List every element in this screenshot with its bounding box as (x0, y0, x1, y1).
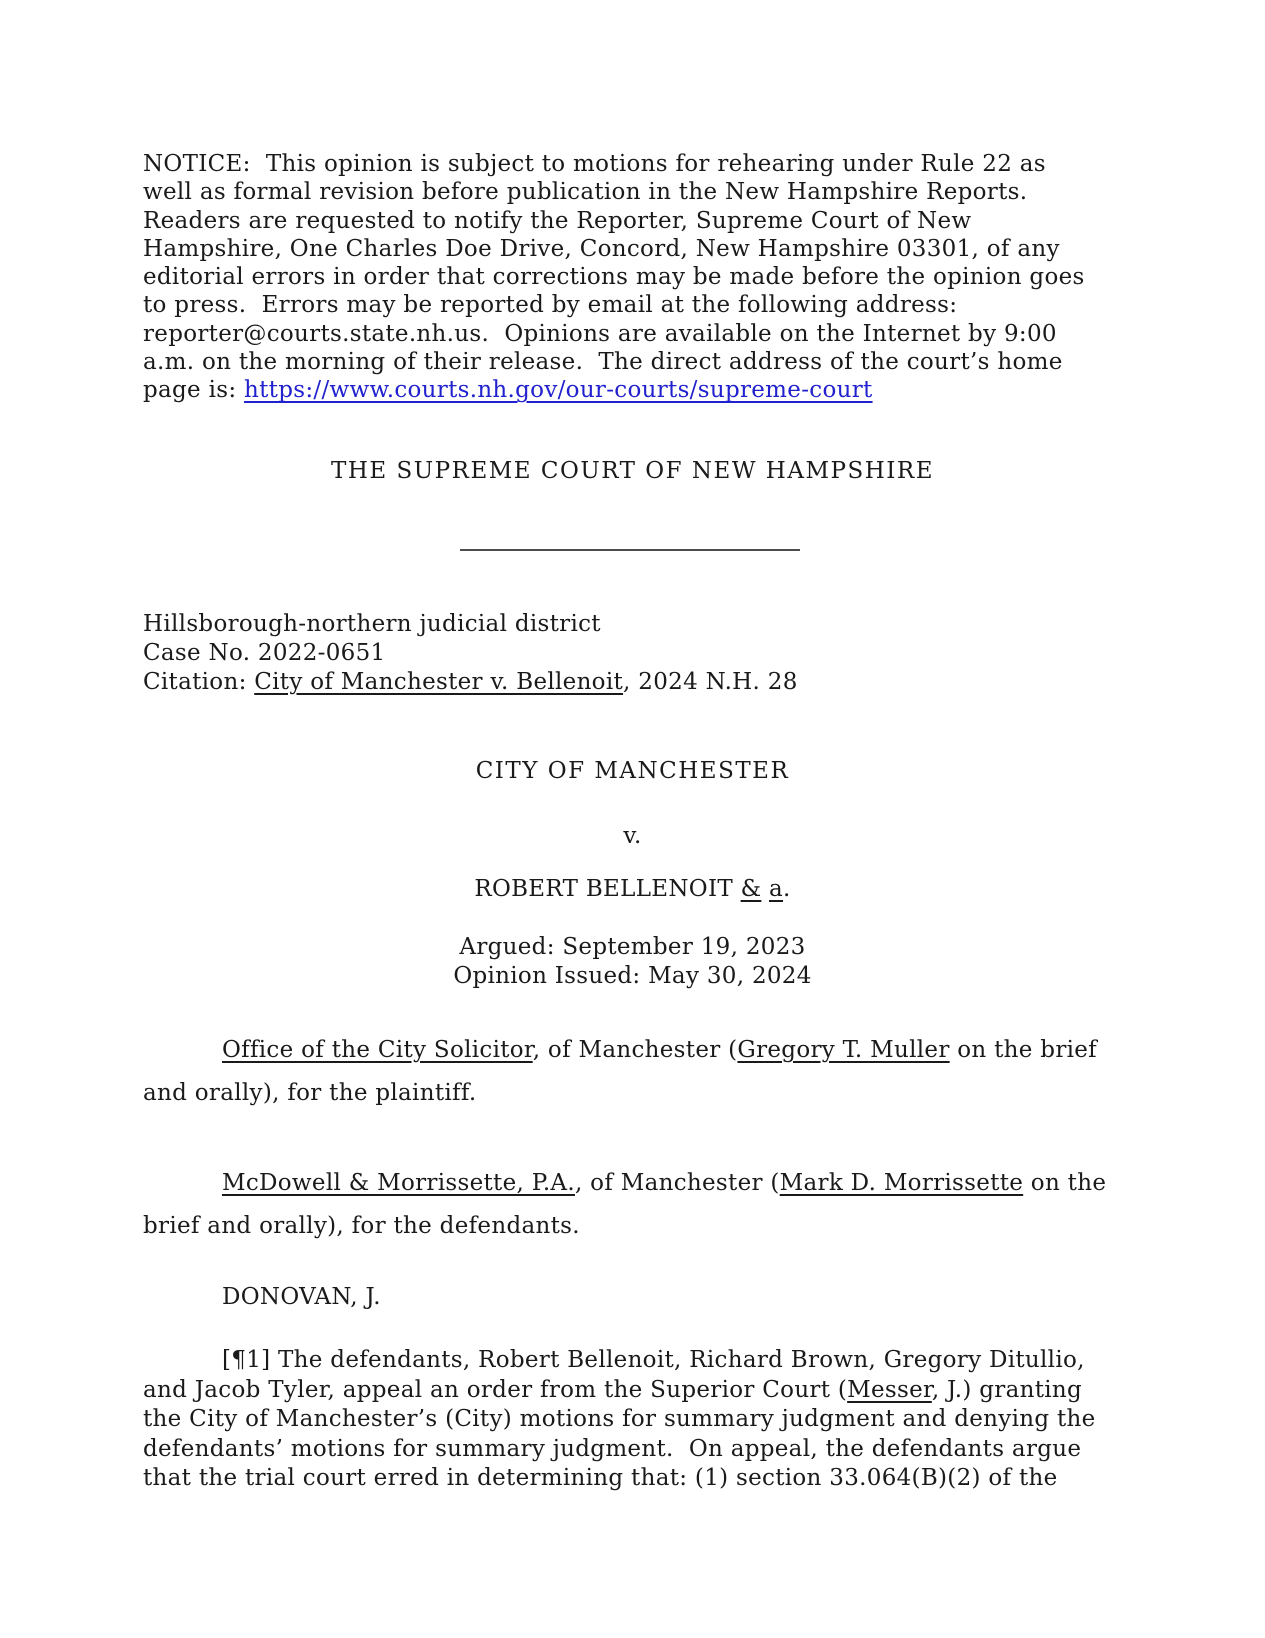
text-run: , J.) granting (931, 1376, 1083, 1403)
text-run: [¶1] The defendants, Robert Bellenoit, Richard Brown, Gregory Ditullio, (222, 1347, 1085, 1373)
text-run: on the (1023, 1170, 1107, 1196)
argued-date: Argued: September 19, 2023 (459, 934, 806, 960)
text-run: well as formal revision before publication in the New Hampshire Reports. (143, 179, 1028, 206)
supreme-court-link[interactable]: https://www.courts.nh.gov/our-courts/supreme-court (244, 377, 873, 404)
text-run: and Jacob Tyler, appeal an order from the Superior Court ( (143, 1376, 848, 1403)
case-info (143, 610, 798, 697)
text-run: and orally), for the plaintiff. (143, 1080, 477, 1106)
text-run: defendants’ motions for summary judgment. On appeal, the defendants argue (143, 1435, 1082, 1462)
text-run: , of Manchester ( (532, 1037, 738, 1063)
underlined-text: Messer (847, 1376, 932, 1403)
opinion-issued-date: Opinion Issued: May 30, 2024 (453, 963, 812, 989)
text-run: ROBERT BELLENOIT (474, 876, 741, 902)
judge-name: DONOVAN, J. (222, 1284, 381, 1310)
caption-versus: v. (623, 823, 642, 849)
text-run: Citation: (143, 669, 255, 695)
text-run: NOTICE: This opinion is subject to motions for rehearing under Rule 22 as (143, 151, 1046, 177)
underlined-text: Office of the City Solicitor (222, 1037, 533, 1063)
text-run: to press. Errors may be reported by email at the following address: (143, 292, 958, 319)
text-run (761, 876, 769, 902)
counsel-plaintiff-paragraph (143, 1029, 1097, 1115)
caption-plaintiff: CITY OF MANCHESTER (475, 758, 790, 784)
underlined-text: City of Manchester v. Bellenoit (254, 669, 624, 695)
text-run: page is: (143, 377, 245, 404)
text-run: brief and orally), for the defendants. (143, 1213, 580, 1239)
court-title: THE SUPREME COURT OF NEW HAMPSHIRE (331, 458, 934, 484)
text-run: Readers are requested to notify the Reporter, Supreme Court of New (143, 207, 972, 234)
notice-paragraph (143, 150, 1085, 405)
underlined-text: & (740, 876, 762, 902)
underlined-text: Mark D. Morrissette (779, 1170, 1024, 1196)
text-run: a.m. on the morning of their release. The direct address of the court’s home (143, 349, 1063, 376)
caption-defendant (0, 875, 1265, 903)
opinion-paragraph-1 (143, 1346, 1096, 1494)
text-run: editorial errors in order that corrections may be made before the opinion goes (143, 264, 1085, 291)
underlined-text: a (769, 876, 784, 902)
text-run: the City of Manchester’s (City) motions for summary judgment and denying the (143, 1406, 1096, 1432)
text-run: , of Manchester ( (574, 1170, 780, 1196)
text-run: , 2024 N.H. 28 (623, 669, 798, 695)
counsel-defendants-paragraph (143, 1162, 1106, 1248)
underlined-text: Gregory T. Muller (737, 1037, 950, 1063)
text-run: Hampshire, One Charles Doe Drive, Concord, New Hampshire 03301, of any (143, 235, 1060, 262)
text-run: Hillsborough-northern judicial district (143, 611, 601, 637)
text-run: reporter@courts.state.nh.us. Opinions are available on the Internet by 9:00 (143, 320, 1057, 347)
separator-rule (460, 549, 800, 551)
text-run: . (783, 876, 791, 902)
underlined-text: McDowell & Morrissette, P.A. (222, 1170, 575, 1196)
text-run: Case No. 2022-0651 (143, 640, 386, 666)
text-run: that the trial court erred in determining that: (1) section 33.064(B)(2) of the (143, 1465, 1058, 1491)
text-run: on the brief (949, 1037, 1097, 1063)
